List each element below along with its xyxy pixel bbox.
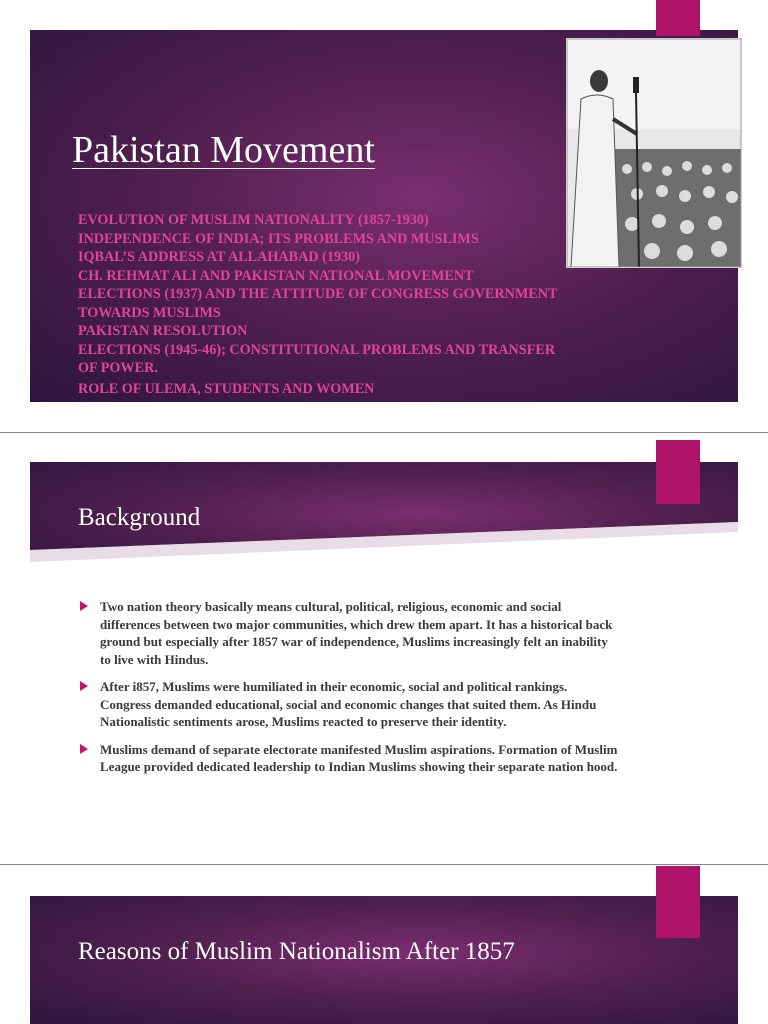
slide-title-heading: Pakistan Movement xyxy=(72,129,375,171)
topic-item: OF POWER. xyxy=(78,360,158,376)
slide-divider xyxy=(0,864,768,865)
topic-item: INDEPENDENCE OF INDIA; ITS PROBLEMS AND MUSLIMS xyxy=(78,230,479,247)
bullet-arrow-icon xyxy=(80,601,88,611)
bullet-item xyxy=(80,678,620,731)
slide-background xyxy=(0,440,768,860)
accent-tab xyxy=(656,866,700,938)
accent-tab xyxy=(656,0,700,36)
bullet-text: Two nation theory basically means cultural, political, religious, economic and social differences between two major communities, which drew them apart. It has a historical back ground but especially after 1857 war of independence, Muslims increasingly felt an inability to live with Hindus. xyxy=(100,599,613,667)
slide-divider xyxy=(0,432,768,433)
bullet-item xyxy=(80,741,620,776)
topic-item: ELECTIONS (1937) AND THE ATTITUDE OF CONGRESS GOVERNMENT xyxy=(78,286,558,302)
bullet-list xyxy=(80,598,620,786)
topic-item: CH. REHMAT ALI AND PAKISTAN NATIONAL MOVEMENT xyxy=(78,267,474,284)
topic-item: ROLE OF ULEMA, STUDENTS AND WOMEN xyxy=(78,380,375,397)
topic-item: PAKISTAN RESOLUTION xyxy=(78,323,248,339)
bullet-text: Muslims demand of separate electorate manifested Muslim aspirations. Formation of Muslim League provided dedicated leadership to Indian Muslims showing their separate nation hood. xyxy=(100,741,618,774)
bullet-arrow-icon xyxy=(80,681,88,691)
bullet-text: After i857, Muslims were humiliated in their economic, social and political rankings. Congress demanded educational, social and economic changes that suited them. As Hindu Nationalistic sentiments arose, Muslims reacted to preserve their identity. xyxy=(100,679,597,729)
topic-item: IQBAL’S ADDRESS AT ALLAHABAD (1930) xyxy=(78,249,360,265)
topic-item: EVOLUTION OF MUSLIM NATIONALITY (1857-1930) xyxy=(78,212,429,228)
slide-heading: Reasons of Muslim Nationalism After 1857 xyxy=(78,938,515,965)
topic-item: ELECTIONS (1945-46); CONSTITUTIONAL PROBLEMS AND TRANSFER xyxy=(78,341,556,358)
slide-heading: Background xyxy=(78,504,201,531)
topic-item: TOWARDS MUSLIMS xyxy=(78,304,221,321)
bullet-item xyxy=(80,598,620,668)
slide-title xyxy=(0,0,768,420)
bullet-arrow-icon xyxy=(80,744,88,754)
slide-reasons xyxy=(0,866,768,1024)
accent-tab xyxy=(656,440,700,504)
topics-list xyxy=(78,211,618,398)
